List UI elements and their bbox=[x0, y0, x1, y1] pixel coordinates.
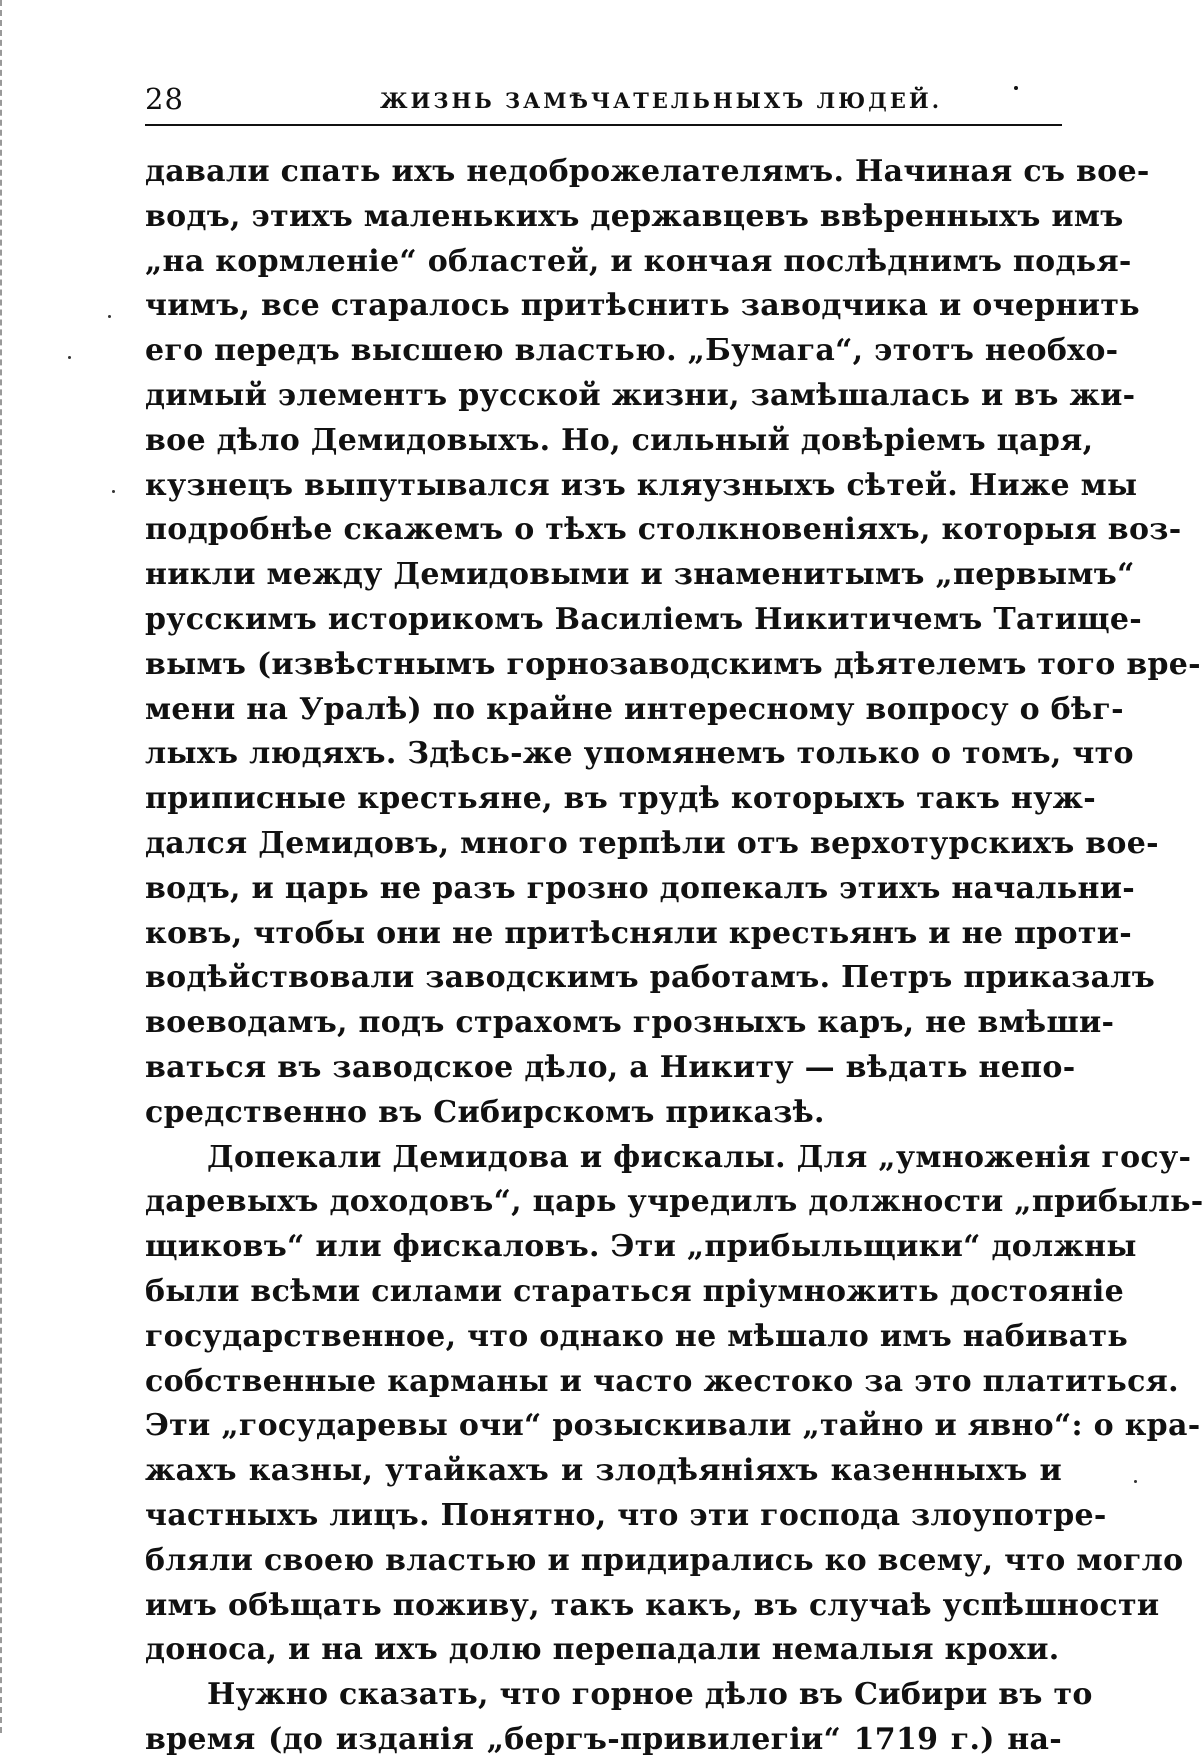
text-line: имъ обѣщать поживу, такъ какъ, въ случаѣ успѣшности bbox=[145, 1587, 1160, 1623]
text-line: государственное, что однако не мѣшало имъ набивать bbox=[145, 1318, 1129, 1354]
print-speck bbox=[1014, 86, 1018, 90]
text-line: русскимъ историкомъ Василіемъ Никитичемъ Татище- bbox=[145, 601, 1143, 637]
text-line: частныхъ лицъ. Понятно, что эти господа злоупотре- bbox=[145, 1497, 1107, 1533]
text-line: жахъ казны, утайкахъ и злодѣяніяхъ казенныхъ и bbox=[145, 1453, 1062, 1489]
page-edge bbox=[0, 0, 5, 1733]
text-line: водъ, этихъ маленькихъ державцевъ ввѣренныхъ имъ bbox=[145, 198, 1124, 234]
text-line: „на кормленіе“ областей, и кончая послѣднимъ подья- bbox=[145, 243, 1132, 279]
text-line: Нужно сказать, что горное дѣло въ Сибири въ то bbox=[207, 1677, 1093, 1713]
text-line: приписные крестьяне, въ трудѣ которыхъ такъ нуж- bbox=[145, 781, 1096, 817]
text-line: щиковъ“ или фискаловъ. Эти „прибыльщики“ должны bbox=[145, 1229, 1137, 1265]
text-line: бляли своею властью и придирались ко всему, что могло bbox=[145, 1542, 1184, 1578]
text-line: ковъ, чтобы они не притѣсняли крестьянъ и не проти- bbox=[145, 915, 1133, 951]
text-line: кузнецъ выпутывался изъ кляузныхъ сѣтей. Ниже мы bbox=[145, 467, 1138, 503]
text-line: вымъ (извѣстнымъ горнозаводскимъ дѣятелемъ того вре- bbox=[145, 646, 1201, 682]
print-speck bbox=[108, 315, 111, 318]
text-line: Эти „государевы очи“ розыскивали „тайно и явно“: о кра- bbox=[145, 1408, 1201, 1444]
text-line: давали спать ихъ недоброжелателямъ. Начиная съ вое- bbox=[145, 154, 1150, 189]
print-speck bbox=[112, 490, 115, 493]
text-line: Допекали Демидова и фискалы. Для „умноженія госу- bbox=[207, 1139, 1192, 1175]
text-line: вое дѣло Демидовыхъ. Но, сильный довѣріемъ царя, bbox=[145, 422, 1094, 458]
text-line: димый элементъ русской жизни, замѣшалась и въ жи- bbox=[145, 377, 1136, 413]
text-line: ваться въ заводское дѣло, а Никиту — вѣдать непо- bbox=[145, 1049, 1076, 1085]
running-title: ЖИЗНЬ ЗАМѢЧАТЕЛЬНЫХЪ ЛЮДЕЙ. bbox=[380, 88, 943, 113]
text-line: воеводамъ, подъ страхомъ грозныхъ каръ, не вмѣши- bbox=[145, 1005, 1115, 1041]
text-line: водѣйствовали заводскимъ работамъ. Петръ приказалъ bbox=[145, 960, 1156, 996]
page-number: 28 bbox=[145, 82, 184, 116]
text-line: средственно въ Сибирскомъ приказѣ. bbox=[145, 1094, 825, 1130]
body-text bbox=[145, 150, 1204, 1763]
text-line: были всѣми силами стараться пріумножить достояніе bbox=[145, 1273, 1124, 1309]
text-line: мени на Уралѣ) по крайне интересному вопросу о бѣг- bbox=[145, 691, 1124, 727]
text-line: лыхъ людяхъ. Здѣсь-же упомянемъ только о томъ, что bbox=[145, 736, 1134, 772]
text-line: водъ, и царь не разъ грозно допекалъ этихъ начальни- bbox=[145, 870, 1136, 906]
page-header bbox=[145, 78, 1062, 126]
text-line: собственные карманы и часто жестоко за это платиться. bbox=[145, 1363, 1179, 1399]
text-line: никли между Демидовыми и знаменитымъ „первымъ“ bbox=[145, 557, 1135, 593]
text-line: дался Демидовъ, много терпѣли отъ верхотурскихъ вое- bbox=[145, 825, 1159, 861]
text-line: подробнѣе скажемъ о тѣхъ столкновеніяхъ, которыя воз- bbox=[145, 512, 1182, 548]
text-line: даревыхъ доходовъ“, царь учредилъ должности „прибыль- bbox=[145, 1184, 1204, 1220]
print-speck bbox=[1134, 1480, 1137, 1483]
text-line: доноса, и на ихъ долю перепадали немалыя крохи. bbox=[145, 1632, 1060, 1668]
text-line: его передъ высшею властью. „Бумага“, этотъ необхо- bbox=[145, 333, 1119, 369]
print-speck bbox=[68, 356, 71, 359]
text-line: чимъ, все старалось притѣснить заводчика и очернить bbox=[145, 288, 1140, 324]
text-line: время (до изданія „бергъ-привилегіи“ 1719 г.) на- bbox=[145, 1721, 1062, 1757]
